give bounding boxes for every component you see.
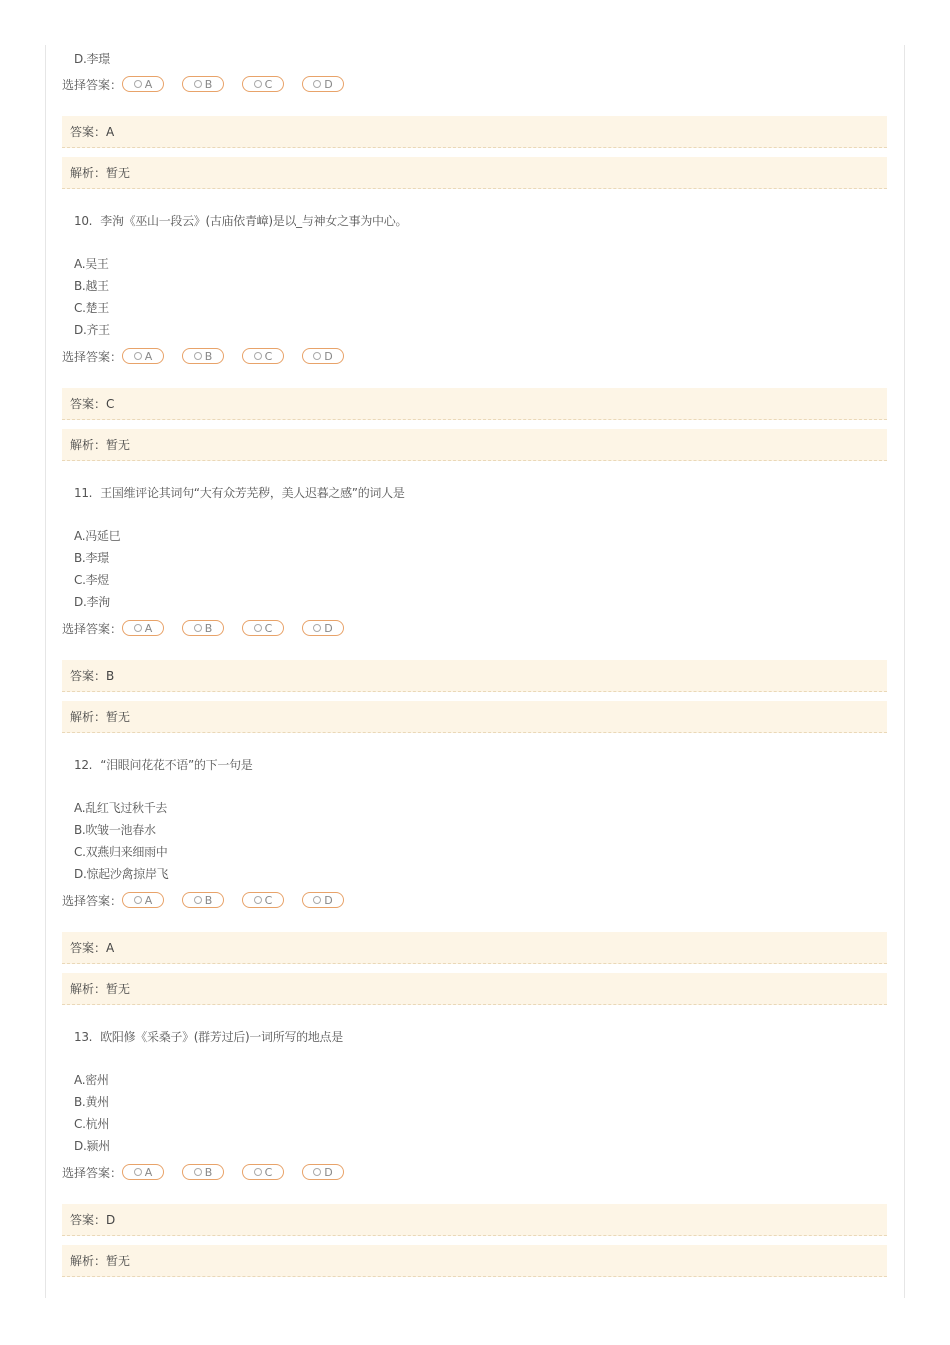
- option-c: C.杭州: [74, 1117, 109, 1131]
- radio-icon: [313, 624, 321, 632]
- option-a: A.乱红飞过秋千去: [74, 801, 168, 815]
- radio-icon: [313, 80, 321, 88]
- answer-bar: 答案：D: [62, 1204, 887, 1236]
- answer-bar: 答案：A: [62, 116, 887, 148]
- select-answer-label: 选择答案：: [62, 77, 123, 92]
- analysis-value: 暂无: [106, 438, 131, 452]
- answer-value: C: [106, 397, 115, 411]
- choice-c-button[interactable]: C: [242, 892, 284, 908]
- question-number: 11.: [74, 486, 93, 500]
- analysis-value: 暂无: [106, 710, 131, 724]
- option-c: C.李煜: [74, 573, 109, 587]
- analysis-value: 暂无: [106, 1254, 131, 1268]
- choice-b-button[interactable]: B: [182, 1164, 224, 1180]
- select-answer-label: 选择答案：: [62, 893, 123, 908]
- answer-selector: [62, 1162, 362, 1182]
- radio-icon: [313, 352, 321, 360]
- analysis-value: 暂无: [106, 166, 131, 180]
- answer-value: D: [106, 1213, 116, 1227]
- question-title: [74, 212, 407, 229]
- choice-d-button[interactable]: D: [302, 620, 344, 636]
- choice-d-button[interactable]: D: [302, 1164, 344, 1180]
- choice-a-button[interactable]: A: [122, 348, 164, 364]
- option-a: A.冯延巳: [74, 529, 121, 543]
- option-b: B.李璟: [74, 551, 109, 565]
- answer-value: B: [106, 669, 115, 683]
- option-d: D.颍州: [74, 1139, 110, 1153]
- answer-selector: [62, 890, 362, 910]
- choice-b-button[interactable]: B: [182, 892, 224, 908]
- question-title: [74, 484, 405, 501]
- select-answer-label: 选择答案：: [62, 349, 123, 364]
- answer-selector: [62, 618, 362, 638]
- radio-icon: [194, 896, 202, 904]
- option-a: A.密州: [74, 1073, 109, 1087]
- radio-icon: [194, 1168, 202, 1176]
- answer-bar: 答案：B: [62, 660, 887, 692]
- select-answer-label: 选择答案：: [62, 1165, 123, 1180]
- radio-icon: [134, 352, 142, 360]
- analysis-bar: 解析：暂无: [62, 429, 887, 461]
- question-title: [74, 1028, 343, 1045]
- analysis-value: 暂无: [106, 982, 131, 996]
- analysis-bar: 解析：暂无: [62, 973, 887, 1005]
- option-d: D.齐王: [74, 323, 110, 337]
- option-b: B.越王: [74, 279, 109, 293]
- question-number: 10.: [74, 214, 93, 228]
- choice-b-button[interactable]: B: [182, 348, 224, 364]
- choice-b-button[interactable]: B: [182, 620, 224, 636]
- radio-icon: [254, 80, 262, 88]
- radio-icon: [313, 1168, 321, 1176]
- question-number: 12.: [74, 758, 93, 772]
- choice-a-button[interactable]: A: [122, 620, 164, 636]
- option-d: D.惊起沙禽掠岸飞: [74, 867, 169, 881]
- choice-a-button[interactable]: A: [122, 1164, 164, 1180]
- radio-icon: [254, 352, 262, 360]
- choice-a-button[interactable]: A: [122, 76, 164, 92]
- question-text: 王国维评论其词句“大有众芳芜秽，美人迟暮之感”的词人是: [100, 486, 405, 500]
- radio-icon: [254, 896, 262, 904]
- choice-c-button[interactable]: C: [242, 620, 284, 636]
- option-d: D.李洵: [74, 595, 110, 609]
- answer-bar: 答案：C: [62, 388, 887, 420]
- question-number: 13.: [74, 1030, 93, 1044]
- choice-a-button[interactable]: A: [122, 892, 164, 908]
- answer-selector: [62, 74, 362, 94]
- answer-value: A: [106, 125, 115, 139]
- question-title: [74, 756, 252, 773]
- choice-d-button[interactable]: D: [302, 892, 344, 908]
- option-b: B.吹皱一池春水: [74, 823, 156, 837]
- select-answer-label: 选择答案：: [62, 621, 123, 636]
- answer-value: A: [106, 941, 115, 955]
- option-a: A.吴王: [74, 257, 109, 271]
- choice-b-button[interactable]: B: [182, 76, 224, 92]
- radio-icon: [134, 80, 142, 88]
- radio-icon: [313, 896, 321, 904]
- radio-icon: [134, 896, 142, 904]
- answer-selector: [62, 346, 362, 366]
- choice-c-button[interactable]: C: [242, 1164, 284, 1180]
- radio-icon: [194, 80, 202, 88]
- choice-c-button[interactable]: C: [242, 348, 284, 364]
- option-b: B.黄州: [74, 1095, 109, 1109]
- analysis-bar: 解析：暂无: [62, 157, 887, 189]
- radio-icon: [134, 624, 142, 632]
- analysis-bar: 解析：暂无: [62, 1245, 887, 1277]
- option-c: C.双燕归来细雨中: [74, 845, 168, 859]
- radio-icon: [134, 1168, 142, 1176]
- radio-icon: [194, 352, 202, 360]
- answer-bar: 答案：A: [62, 932, 887, 964]
- radio-icon: [194, 624, 202, 632]
- analysis-bar: 解析：暂无: [62, 701, 887, 733]
- radio-icon: [254, 1168, 262, 1176]
- question-text: 欧阳修《采桑子》(群芳过后)一词所写的地点是: [100, 1030, 343, 1044]
- choice-d-button[interactable]: D: [302, 348, 344, 364]
- choice-c-button[interactable]: C: [242, 76, 284, 92]
- radio-icon: [254, 624, 262, 632]
- question-text: 李洵《巫山一段云》(古庙依青嶂)是以_与神女之事为中心。: [100, 214, 408, 228]
- option-d: D.李璟: [74, 52, 110, 66]
- choice-d-button[interactable]: D: [302, 76, 344, 92]
- option-c: C.楚王: [74, 301, 109, 315]
- question-text: “泪眼问花花不语”的下一句是: [100, 758, 253, 772]
